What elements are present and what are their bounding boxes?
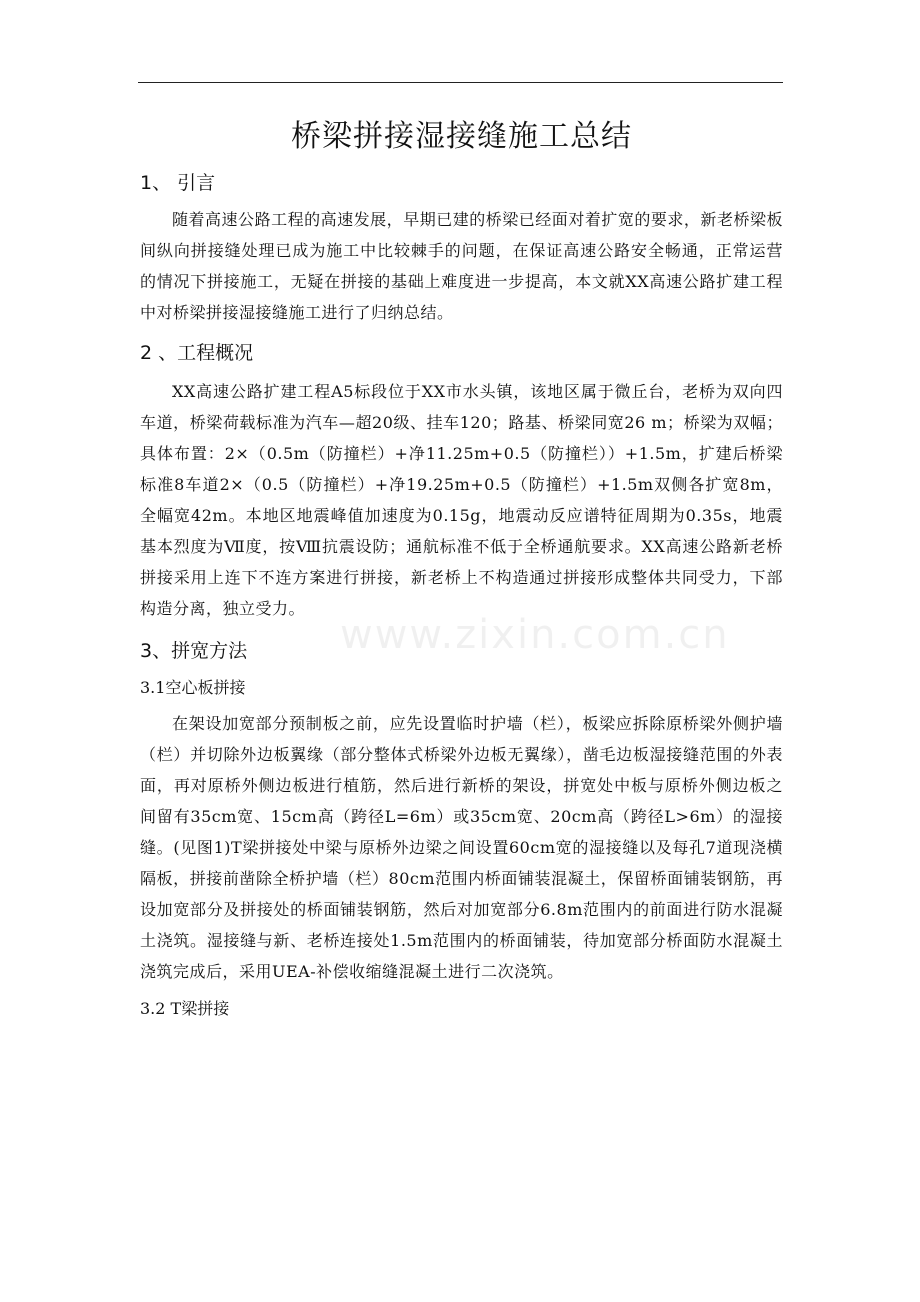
overview-paragraph: XX高速公路扩建工程A5标段位于XX市水头镇，该地区属于微丘台，老桥为双向四车道，桥梁荷载标准为汽车—超20级、挂车120；路基、桥梁同宽26 m；桥梁为双幅；具体布置：2×（0.5m（防撞栏）+净11.25m+0.5（防撞栏））+1.5m，扩建后桥梁标准8车道2×（0.5（防撞栏）+净19.25m+0.5（防撞栏）+1.5m双侧各扩宽8m，全幅宽42m。本地区地震峰值加速度为0.15g，地震动反应谱特征周期为0.35s，地震基本烈度为Ⅶ度，按Ⅷ抗震设防；通航标准不低于全桥通航要求。XX高速公路新老桥拼接采用上连下不连方案进行拼接，新老桥上不构造通过拼接形成整体共同受力，下部构造分离，独立受力。 [140, 382, 783, 618]
header-rule [138, 82, 783, 83]
document-title: 桥梁拼接湿接缝施工总结 [291, 119, 632, 154]
intro-paragraph: 随着高速公路工程的高速发展，早期已建的桥梁已经面对着扩宽的要求，新老桥梁板间纵向拼接缝处理已成为施工中比较棘手的问题，在保证高速公路安全畅通，正常运营的情况下拼接施工，无疑在拼接的基础上难度进一步提高，本文就XX高速公路扩建工程中对桥梁拼接湿接缝施工进行了归纳总结。 [140, 210, 783, 322]
section-heading-method: 3、拼宽方法 [140, 640, 248, 662]
hollow-slab-paragraph: 在架设加宽部分预制板之前，应先设置临时护墙（栏），板梁应拆除原桥梁外侧护墙（栏）并切除外边板翼缘（部分整体式桥梁外边板无翼缘），凿毛边板湿接缝范围的外表面，再对原桥外侧边板进行植筋，然后进行新桥的架设，拼宽处中板与原桥外侧边板之间留有35cm宽、15cm高（跨径L=6m）或35cm宽、20cm高（跨径L>6m）的湿接缝。(见图1)T梁拼接处中梁与原桥外边梁之间设置60cm宽的湿接缝以及每孔7道现浇横隔板，拼接前凿除全桥护墙（栏）80cm范围内桥面铺装混凝土，保留桥面铺装钢筋，再设加宽部分及拼接处的桥面铺装钢筋，然后对加宽部分6.8m范围内的前面进行防水混凝土浇筑。湿接缝与新、老桥连接处1.5m范围内的桥面铺装，待加宽部分桥面防水混凝土浇筑完成后，采用UEA-补偿收缩缝混凝土进行二次浇筑。 [140, 714, 783, 981]
subsection-heading-t-beam: 3.2 T梁拼接 [140, 999, 230, 1018]
subsection-heading-hollow-slab: 3.1空心板拼接 [140, 678, 246, 697]
document-body [140, 112, 783, 1023]
section-heading-intro: 1、 引言 [140, 172, 216, 194]
section-heading-overview: 2 、工程概况 [140, 342, 254, 364]
watermark: www.zixin.com.cn [340, 612, 730, 658]
